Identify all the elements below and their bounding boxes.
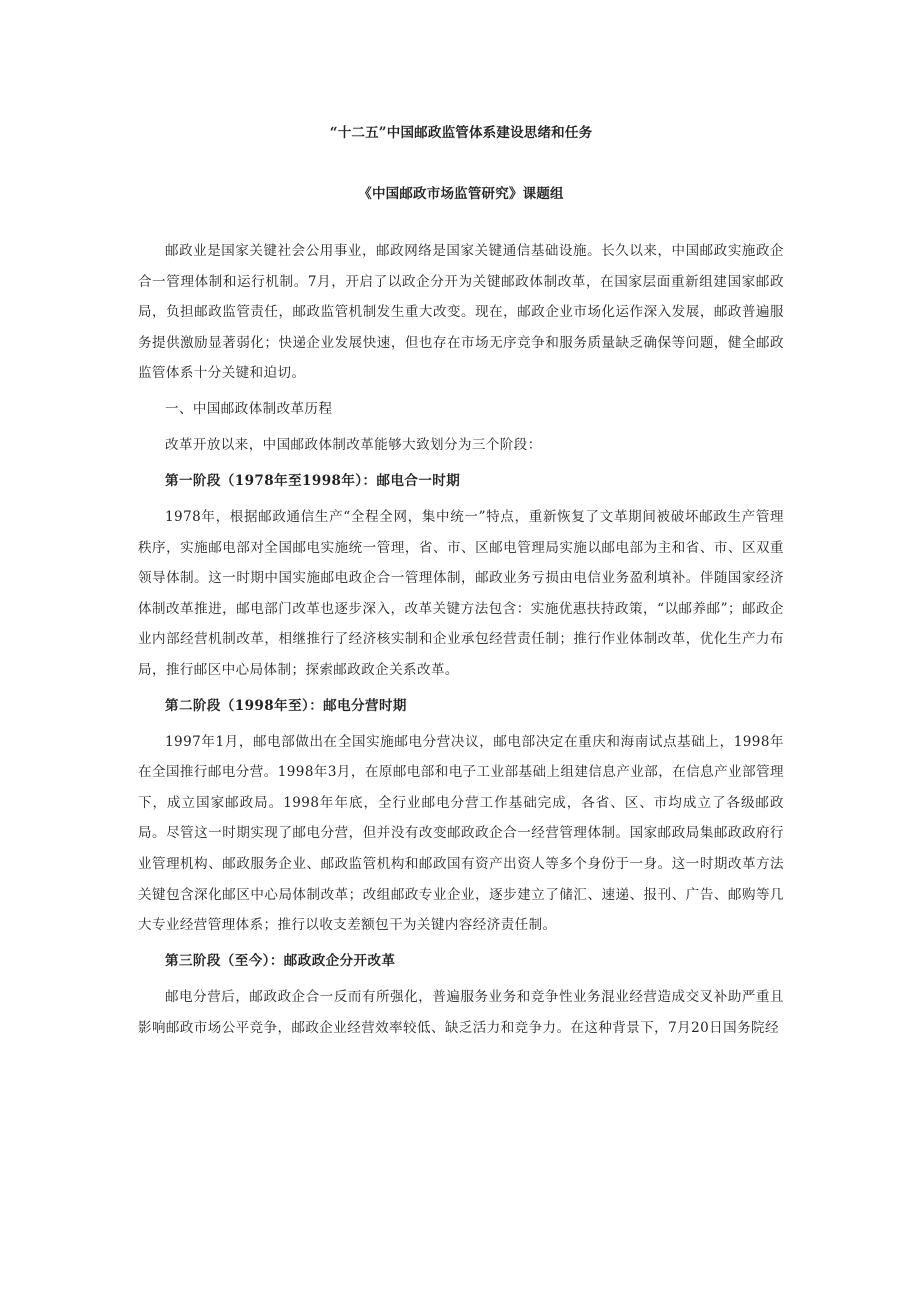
body-paragraph: 一、中国邮政体制改革历程 (165, 401, 333, 418)
section-heading: 第三阶段（至今）：邮政政企分开改革 (165, 953, 396, 970)
document-author: 《中国邮政市场监管研究》课题组 (358, 186, 564, 202)
section-heading: 第二阶段（1998年至）：邮电分营时期 (165, 697, 407, 714)
section-heading: 第一阶段（1978年至1998年）：邮电合一时期 (165, 473, 461, 490)
body-paragraph: 1997年1月，邮电部做出在全国实施邮电分营决议，邮电部决定在重庆和海南试点基础上，1998年在全国推行邮电分营。1998年3月，在原邮电部和电子工业部基础上组建信息产业部，在信息产业部管理下，成立国家邮政局。1998年年底，全行业邮电分营工作基础完成，各省、区、市均成立了各级邮政局。尽管这一时期实现了邮电分营，但并没有改变邮政政企合一经营管理体制。国家邮政局集邮政政府行业管理机构、邮政服务企业、邮政监管机构和邮政国有资产出资人等多个身份于一身。这一时期改革方法关键包含深化邮区中心局体制改革；改组邮政专业企业，逐步建立了储汇、速递、报刊、广告、邮购等几大专业经营管理体系；推行以收支差额包干为关键内容经济责任制。 (138, 733, 784, 934)
body-paragraph: 邮政业是国家关键社会公用事业，邮政网络是国家关键通信基础设施。长久以来，中国邮政实施政企合一管理体制和运行机制。7月，开启了以政企分开为关键邮政体制改革，在国家层面重新组建国家邮政局，负担邮政监管责任，邮政监管机制发生重大改变。现在，邮政企业市场化运作深入发展，邮政普遍服务提供激励显著弱化；快递企业发展快速，但也存在市场无序竞争和服务质量缺乏确保等问题，健全邮政监管体系十分关键和迫切。 (138, 243, 784, 382)
body-paragraph: 1978年，根据邮政通信生产“全程全网，集中统一”特点，重新恢复了文革期间被破坏邮政生产管理秩序，实施邮电部对全国邮电实施统一管理，省、市、区邮电管理局实施以邮电部为主和省、市、区双重领导体制。这一时期中国实施邮电政企合一管理体制，邮政业务亏损由电信业务盈利填补。伴随国家经济体制改革推进，邮电部门改革也逐步深入，改革关键方法包含：实施优惠扶持政策，“以邮养邮”；邮政企业内部经营机制改革，相继推行了经济核实制和企业承包经营责任制；推行作业体制改革，优化生产力布局，推行邮区中心局体制；探索邮政政企关系改革。 (138, 508, 784, 678)
body-paragraph: 邮电分营后，邮政政企合一反而有所强化，普遍服务业务和竞争性业务混业经营造成交叉补助严重且影响邮政市场公平竞争，邮政企业经营效率较低、缺乏活力和竞争力。在这种背景下，7月20日国务院经 (138, 989, 784, 1036)
document-title: “十二五”中国邮政监管体系建设思绪和任务 (329, 125, 593, 141)
document-body (138, 236, 784, 1049)
body-paragraph: 改革开放以来，中国邮政体制改革能够大致划分为三个阶段： (165, 437, 542, 454)
